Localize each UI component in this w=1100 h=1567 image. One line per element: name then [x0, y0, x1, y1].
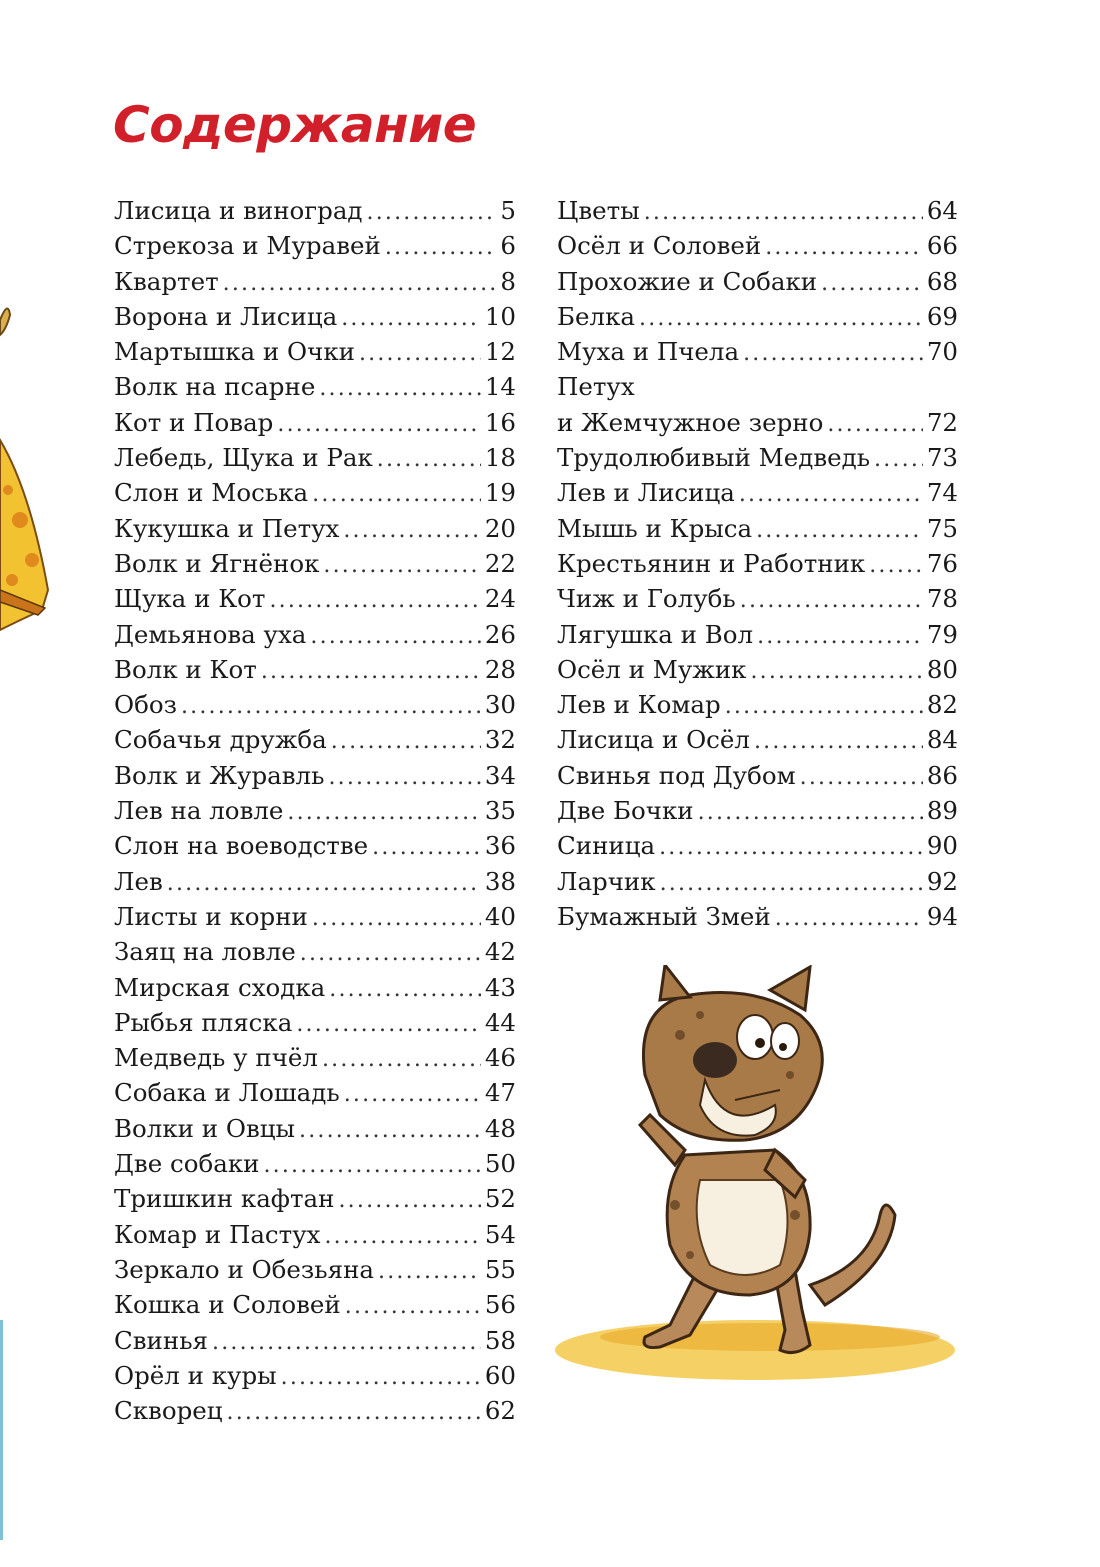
toc-entry-page: 52: [484, 1184, 516, 1214]
toc-entry-title: Волки и Овцы: [114, 1113, 295, 1143]
toc-entry-page: 43: [484, 972, 516, 1002]
toc-entry-page: 56: [484, 1290, 516, 1320]
toc-entry-page: 35: [484, 796, 516, 826]
toc-entry-page: 42: [484, 937, 516, 967]
toc-entry[interactable]: [114, 1252, 516, 1287]
toc-entry[interactable]: [114, 722, 516, 757]
toc-entry[interactable]: [114, 193, 516, 228]
toc-entry[interactable]: [114, 758, 516, 793]
toc-entry-title: Листы и корни: [114, 901, 308, 931]
toc-entry-page: 78: [926, 584, 958, 614]
toc-leader: [277, 407, 480, 442]
toc-entry[interactable]: [114, 828, 516, 863]
toc-entry-title: Крестьянин и Работник: [557, 548, 866, 578]
toc-entry[interactable]: [114, 652, 516, 687]
toc-entry[interactable]: [114, 1075, 516, 1110]
toc-entry[interactable]: [114, 228, 516, 263]
toc-entry[interactable]: [114, 264, 516, 299]
toc-entry-title: Лисица и виноград: [114, 196, 363, 225]
toc-leader: [372, 830, 481, 865]
toc-entry-page: 10: [484, 301, 516, 331]
page-edge-accent: [0, 1320, 3, 1540]
toc-leader: [312, 477, 481, 512]
toc-entry-page: 36: [484, 831, 516, 861]
toc-leader: [310, 619, 480, 654]
toc-entry-page: 58: [484, 1325, 516, 1355]
toc-leader: [299, 1113, 481, 1148]
toc-entry-title: Лисица и Осёл: [557, 725, 750, 755]
toc-leader: [324, 1219, 480, 1254]
toc-entry-title: Цветы: [557, 196, 640, 225]
toc-entry-title: Обоз: [114, 690, 177, 720]
toc-column-right: [557, 193, 958, 934]
toc-leader: [800, 760, 923, 795]
toc-leader: [750, 654, 922, 689]
toc-leader: [344, 1077, 481, 1112]
toc-entry[interactable]: [114, 1181, 516, 1216]
toc-leader: [331, 724, 481, 759]
toc-entry[interactable]: [557, 722, 958, 757]
toc-leader: [827, 407, 922, 442]
toc-leader: [775, 901, 923, 936]
toc-leader: [698, 795, 923, 830]
toc-leader: [378, 1254, 481, 1289]
toc-leader: [261, 654, 481, 689]
toc-entry-page: 47: [484, 1078, 516, 1108]
toc-entry-page: 16: [484, 407, 516, 437]
toc-entry-title: Две Бочки: [557, 796, 694, 826]
toc-entry[interactable]: [557, 334, 958, 369]
toc-entry-title: Волк на псарне: [114, 372, 316, 402]
toc-entry[interactable]: [557, 228, 958, 263]
toc-entry[interactable]: [114, 1111, 516, 1146]
toc-entry-page: 18: [484, 443, 516, 473]
toc-leader: [345, 1289, 481, 1324]
toc-leader: [212, 1325, 481, 1360]
toc-entry-title: Лев и Лисица: [557, 478, 735, 508]
toc-leader: [367, 195, 497, 230]
toc-entry[interactable]: [557, 511, 958, 546]
toc-entry-title: Собачья дружба: [114, 725, 327, 755]
toc-entry-page: 14: [484, 372, 516, 402]
toc-entry-title: Синица: [557, 831, 656, 861]
toc-entry-title: Кошка и Соловей: [114, 1290, 341, 1320]
toc-leader: [660, 866, 923, 901]
toc-entry-page: 84: [926, 725, 958, 755]
toc-leader: [644, 195, 923, 230]
toc-leader: [659, 830, 923, 865]
toc-entry-title: Муха и Пчела: [557, 337, 740, 367]
toc-leader: [319, 371, 481, 406]
toc-entry-page: 5: [500, 196, 516, 225]
toc-entry-title: Орёл и куры: [114, 1360, 277, 1390]
toc-leader: [328, 760, 480, 795]
toc-entry-page: 89: [926, 796, 958, 826]
toc-entry-title: Рыбья пляска: [114, 1007, 293, 1037]
toc-entry[interactable]: [557, 899, 958, 934]
toc-entry-page: 28: [484, 654, 516, 684]
toc-entry[interactable]: [557, 299, 958, 334]
toc-leader: [821, 266, 923, 301]
toc-entry-page: 79: [926, 619, 958, 649]
toc-entry-page: 74: [926, 478, 958, 508]
toc-entry-page: 80: [926, 654, 958, 684]
toc-entry-title: Волк и Кот: [114, 654, 257, 684]
toc-leader: [312, 901, 481, 936]
toc-entry-page: 46: [484, 1043, 516, 1073]
toc-entry-page: 30: [484, 690, 516, 720]
toc-leader: [740, 583, 923, 618]
toc-entry-title: Зеркало и Обезьяна: [114, 1254, 375, 1284]
toc-entry-page: 70: [926, 337, 958, 367]
toc-entry-page: 32: [484, 725, 516, 755]
toc-entry[interactable]: [114, 934, 516, 969]
toc-entry[interactable]: [114, 511, 516, 546]
toc-entry[interactable]: [557, 864, 958, 899]
toc-entry[interactable]: [114, 1323, 516, 1358]
toc-leader: [181, 689, 481, 724]
toc-entry[interactable]: [114, 1040, 516, 1075]
toc-entry-title: Волк и Ягнёнок: [114, 548, 320, 578]
toc-entry-title: Слон и Моська: [114, 478, 309, 508]
toc-entry-page: 40: [484, 901, 516, 931]
toc-entry-page: 55: [484, 1254, 516, 1284]
toc-entry-page: 50: [484, 1149, 516, 1179]
toc-entry-title: Осёл и Мужик: [557, 654, 747, 684]
toc-entry[interactable]: [557, 369, 958, 404]
toc-entry-title: Ларчик: [557, 866, 656, 896]
toc-entry-title: Лягушка и Вол: [557, 619, 754, 649]
toc-leader: [743, 336, 923, 371]
toc-entry-title: Лев: [114, 866, 163, 896]
toc-leader: [874, 442, 923, 477]
toc-entry-page: 60: [484, 1360, 516, 1390]
toc-entry-page: 68: [926, 266, 958, 296]
toc-leader: [281, 1360, 481, 1395]
toc-leader: [754, 724, 923, 759]
toc-leader: [287, 795, 480, 830]
toc-entry[interactable]: [114, 793, 516, 828]
toc-entry[interactable]: [114, 1005, 516, 1040]
toc-entry-title: Ворона и Лисица: [114, 301, 338, 331]
toc-entry-title: Прохожие и Собаки: [557, 266, 818, 296]
toc-entry-page: 38: [484, 866, 516, 896]
toc-leader: [639, 301, 923, 336]
toc-leader: [329, 972, 481, 1007]
toc-entry[interactable]: [557, 264, 958, 299]
toc-entry[interactable]: [114, 299, 516, 334]
toc-entry-title: Две собаки: [114, 1149, 260, 1179]
toc-leader: [296, 1007, 481, 1042]
toc-entry[interactable]: [557, 440, 958, 475]
toc-entry-title: Свинья под Дубом: [557, 760, 796, 790]
toc-entry-title: Демьянова уха: [114, 619, 307, 649]
toc-leader: [322, 1042, 481, 1077]
toc-entry[interactable]: [114, 1287, 516, 1322]
toc-entry[interactable]: [557, 546, 958, 581]
toc-entry-title: Скворец: [114, 1396, 223, 1426]
toc-entry[interactable]: [557, 193, 958, 228]
toc-entry-page: 66: [926, 231, 958, 261]
toc-column-left: [114, 193, 516, 1428]
toc-entry[interactable]: [114, 899, 516, 934]
toc-entry-title: Тришкин кафтан: [114, 1184, 335, 1214]
toc-entry-title: Щука и Кот: [114, 584, 266, 614]
toc-entry-page: 20: [484, 513, 516, 543]
toc-entry[interactable]: [114, 334, 516, 369]
toc-entry-page: 34: [484, 760, 516, 790]
toc-entry[interactable]: [557, 828, 958, 863]
toc-entry-title: Чиж и Голубь: [557, 584, 736, 614]
toc-entry[interactable]: [114, 475, 516, 510]
toc-leader: [343, 513, 480, 548]
toc-entry-title: Бумажный Змей: [557, 901, 771, 931]
toc-leader: [869, 548, 923, 583]
toc-leader: [359, 336, 481, 371]
toc-entry-page: 86: [926, 760, 958, 790]
cat-illustration: [540, 965, 960, 1385]
toc-entry[interactable]: [557, 758, 958, 793]
toc-entry-page: 6: [500, 231, 516, 261]
toc-leader: [300, 936, 481, 971]
toc-entry-title: Осёл и Соловей: [557, 231, 762, 261]
toc-leader: [757, 619, 923, 654]
toc-entry-page: 8: [500, 266, 516, 296]
toc-entry-title: Трудолюбивый Медведь: [557, 443, 871, 473]
toc-entry-page: 62: [484, 1396, 516, 1426]
toc-leader: [765, 230, 923, 265]
toc-entry[interactable]: [114, 864, 516, 899]
toc-entry-title: Комар и Пастух: [114, 1219, 321, 1249]
toc-leader: [739, 477, 923, 512]
toc-entry[interactable]: [557, 617, 958, 652]
toc-leader: [756, 513, 923, 548]
toc-entry-page: 24: [484, 584, 516, 614]
toc-entry[interactable]: [114, 970, 516, 1005]
toc-entry-page: 94: [926, 901, 958, 931]
toc-entry-title: Кукушка и Петух: [114, 513, 340, 543]
toc-entry-title: Квартет: [114, 266, 219, 296]
toc-leader: [725, 689, 923, 724]
toc-entry[interactable]: [557, 405, 958, 440]
page-title: Содержание: [113, 96, 477, 154]
toc-entry[interactable]: [114, 405, 516, 440]
toc-entry-page: 48: [484, 1113, 516, 1143]
toc-entry-page: 64: [926, 196, 958, 225]
toc-entry-page: 72: [926, 407, 958, 437]
toc-entry[interactable]: [114, 1393, 516, 1428]
toc-entry-title: Собака и Лошадь: [114, 1078, 340, 1108]
toc-entry-title: Лев на ловле: [114, 796, 284, 826]
toc-entry-page: 69: [926, 301, 958, 331]
toc-leader: [385, 230, 497, 265]
toc-leader: [338, 1183, 480, 1218]
toc-entry-page: 92: [926, 866, 958, 896]
toc-entry-page: 44: [484, 1007, 516, 1037]
giraffe-illustration: [0, 290, 60, 670]
toc-entry[interactable]: [557, 475, 958, 510]
toc-entry[interactable]: [557, 652, 958, 687]
toc-entry-page: 90: [926, 831, 958, 861]
toc-entry[interactable]: [114, 687, 516, 722]
toc-entry-title: Свинья: [114, 1325, 208, 1355]
toc-entry-page: 54: [484, 1219, 516, 1249]
toc-entry[interactable]: [114, 546, 516, 581]
toc-entry-title: Лебедь, Щука и Рак: [114, 443, 373, 473]
toc-leader: [227, 1395, 481, 1430]
toc-entry-title: Стрекоза и Муравей: [114, 231, 381, 261]
toc-entry-title: и Жемчужное зерно: [557, 407, 824, 437]
toc-entry-title: Заяц на ловле: [114, 937, 296, 967]
toc-leader: [269, 583, 480, 618]
toc-entry-title: Мирская сходка: [114, 972, 326, 1002]
toc-entry-title: Кот и Повар: [114, 407, 274, 437]
toc-entry-page: 12: [484, 337, 516, 367]
toc-entry-title: Медведь у пчёл: [114, 1043, 318, 1073]
toc-entry[interactable]: [114, 440, 516, 475]
toc-leader: [341, 301, 481, 336]
toc-entry[interactable]: [114, 1217, 516, 1252]
toc-entry-page: 75: [926, 513, 958, 543]
toc-leader: [167, 866, 481, 901]
toc-entry-title: Волк и Журавль: [114, 760, 325, 790]
toc-entry[interactable]: [114, 369, 516, 404]
toc-entry[interactable]: [557, 793, 958, 828]
toc-entry-title: Лев и Комар: [557, 690, 721, 720]
toc-entry-page: 22: [484, 548, 516, 578]
toc-entry[interactable]: [114, 581, 516, 616]
toc-entry-title: Петух: [557, 372, 635, 402]
toc-leader: [323, 548, 480, 583]
toc-entry-page: 19: [484, 478, 516, 508]
toc-entry-page: 76: [926, 548, 958, 578]
toc-entry-title: Мышь и Крыса: [557, 513, 753, 543]
toc-entry-title: Мартышка и Очки: [114, 337, 355, 367]
toc-leader: [223, 266, 497, 301]
toc-entry-title: Белка: [557, 301, 635, 331]
toc-entry-page: 73: [926, 443, 958, 473]
toc-entry-title: Слон на воеводстве: [114, 831, 369, 861]
toc-entry[interactable]: [114, 617, 516, 652]
toc-entry[interactable]: [557, 581, 958, 616]
toc-entry-page: 82: [926, 690, 958, 720]
toc-leader: [263, 1148, 480, 1183]
toc-entry[interactable]: [114, 1146, 516, 1181]
toc-entry-page: 26: [484, 619, 516, 649]
toc-leader: [377, 442, 481, 477]
toc-entry[interactable]: [114, 1358, 516, 1393]
toc-entry[interactable]: [557, 687, 958, 722]
